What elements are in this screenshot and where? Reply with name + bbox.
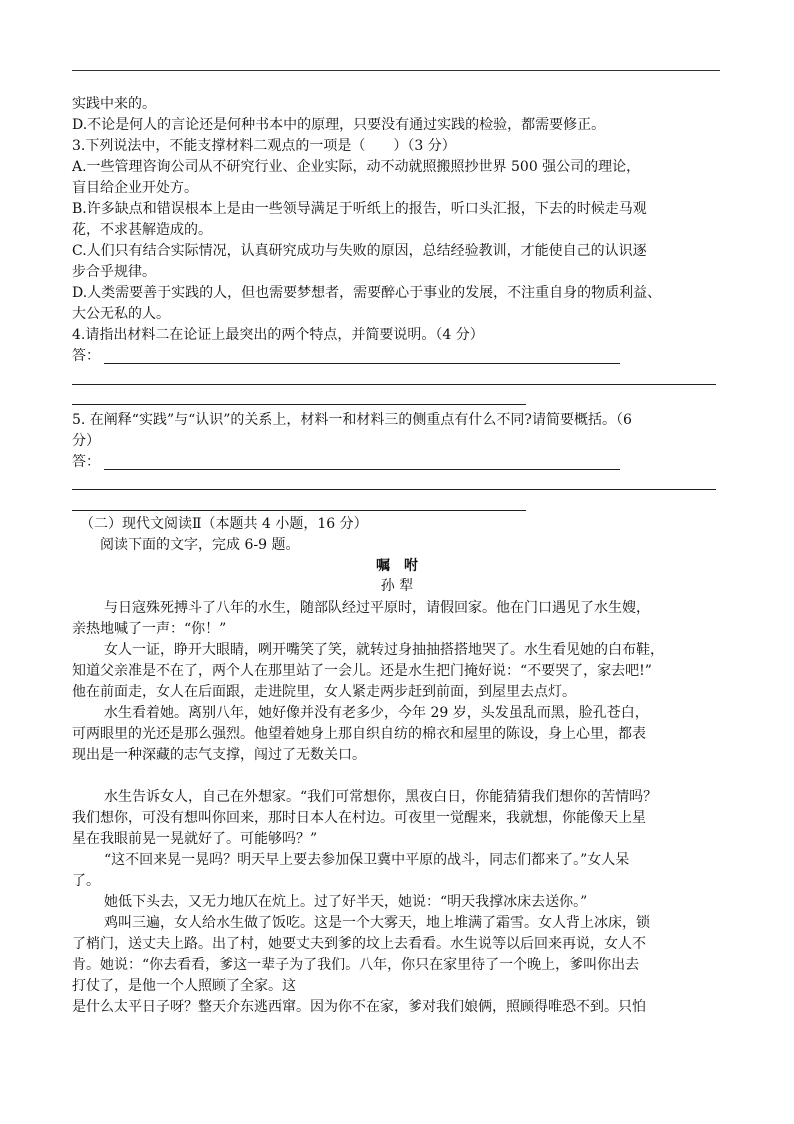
answer-blank-q5-1[interactable] xyxy=(104,469,620,470)
story-title: 嘱 咐 xyxy=(376,558,418,574)
option-c-line2: 步合乎规律。 xyxy=(72,264,156,280)
story-author: 孙 犁 xyxy=(380,578,414,594)
paragraph-line: 与日寇殊死搏斗了八年的水生，随部队经过平原时，请假回家。他在门口遇见了水生嫂， xyxy=(104,600,650,616)
option-d2-line1: D.人类需要善于实践的人，但也需要梦想者，需要醉心于事业的发展，不注重自身的物质利益、 xyxy=(72,285,662,301)
section-title: （二）现代文阅读Ⅱ（本题共 4 小题，16 分） xyxy=(80,516,368,532)
paragraph-line: 水生告诉女人，自己在外想家。“我们可常想你，黑夜白日，你能猜猜我们想你的苦情吗？ xyxy=(104,789,658,805)
answer-blank-q5-2[interactable] xyxy=(72,489,716,490)
instruction: 阅读下面的文字，完成 6-9 题。 xyxy=(100,537,300,553)
option-b-line2: 花，不求甚解造成的。 xyxy=(72,222,212,238)
option-d-line: D.不论是何人的言论还是何种书本中的原理，只要没有通过实践的检验，都需要修正。 xyxy=(72,117,606,133)
paragraph-line: 她低下头去，又无力地仄在炕上。过了好半天，她说：“明天我撑冰床去送你。” xyxy=(104,894,588,910)
paragraph-line: 知道父亲准是不在了，两个人在那里站了一会儿。还是水生把门掩好说：“不要哭了，家去吧!” xyxy=(72,663,652,679)
paragraph-line: 是什么太平日子呀？整天介东逃西窜。因为你不在家，爹对我们娘俩，照顾得唯恐不到。只怕 xyxy=(72,999,646,1015)
paragraph-line: 肯。她说：“你去看看，爹这一辈子为了我们。八年，你只在家里待了一个晚上，爹叫你出去 xyxy=(72,957,640,973)
paragraph-line: 星在我眼前晃一晃就好了。可能够吗？” xyxy=(72,831,318,847)
answer-blank-q5-3[interactable] xyxy=(72,510,526,511)
paragraph-line: 可两眼里的光还是那么强烈。他望着她身上那自织自纺的棉衣和屋里的陈设，身上心里，都表 xyxy=(72,726,646,742)
paragraph-line: 了。 xyxy=(72,873,100,889)
paragraph-line: 了梢门，送丈夫上路。出了村，她要丈夫到爹的坟上去看看。水生说等以后回来再说，女人不 xyxy=(72,936,646,952)
option-a-line1: A.一些管理咨询公司从不研究行业、企业实际，动不动就照搬照抄世界 500 强公司的理论， xyxy=(72,159,641,175)
answer-label-q4: 答： xyxy=(72,348,100,364)
answer-blank-q4-2[interactable] xyxy=(72,384,716,385)
question-4: 4.请指出材料二在论证上最突出的两个特点，并简要说明。（4 分） xyxy=(72,327,484,343)
paragraph-line: 我们想你，可没有想叫你回来，那时日本人在村边。可夜里一觉醒来，我就想，你能像天上星 xyxy=(72,810,646,826)
question-5-line2: 分） xyxy=(72,433,100,449)
option-c-line1: C.人们只有结合实际情况，认真研究成功与失败的原因，总结经验教训，才能使自己的认识逐 xyxy=(72,243,647,259)
paragraph-line: 水生看着她。离别八年，她好像并没有老多少，今年 29 岁，头发虽乱而黑，脸孔苍白， xyxy=(104,705,649,721)
answer-blank-q4-3[interactable] xyxy=(72,404,526,405)
answer-label-q5: 答： xyxy=(72,454,100,470)
question-5-line1: 5. 在阐释“实践”与“认识”的关系上，材料一和材料三的侧重点有什么不同?请简要概括。（6 xyxy=(72,412,632,428)
paragraph-line: 女人一证，睁开大眼睛，咧开嘴笑了笑，就转过身抽抽搭搭地哭了。水生看见她的白布鞋， xyxy=(104,642,664,658)
paragraph-line: 亲热地喊了一声：“你！” xyxy=(72,621,227,637)
paragraph-line: 他在前面走，女人在后面跟，走进院里，女人紧走两步赶到前面，到屋里去点灯。 xyxy=(72,684,576,700)
text-line: 实践中来的。 xyxy=(72,96,156,112)
paragraph-line: “这不回来晃一晃吗？明天早上要去参加保卫冀中平原的战斗，同志们都来了。”女人呆 xyxy=(104,852,630,868)
answer-blank-q4-1[interactable] xyxy=(104,363,620,364)
paragraph-line: 鸡叫三遍，女人给水生做了饭吃。这是一个大雾天，地上堆满了霜雪。女人背上冰床，锁 xyxy=(104,915,650,931)
option-a-line2: 盲目给企业开处方。 xyxy=(72,180,198,196)
paragraph-line: 现出是一种深藏的志气支撑，闯过了无数关口。 xyxy=(72,747,366,763)
top-rule xyxy=(72,70,720,71)
paragraph-line: 打仗了，是他一个人照顾了全家。这 xyxy=(72,978,296,994)
option-d2-line2: 大公无私的人。 xyxy=(72,306,170,322)
option-b-line1: B.许多缺点和错误根本上是由一些领导满足于听纸上的报告，听口头汇报，下去的时候走马观 xyxy=(72,201,647,217)
question-3: 3.下列说法中，不能支撑材料二观点的一项是（ ）（3 分） xyxy=(72,138,456,154)
